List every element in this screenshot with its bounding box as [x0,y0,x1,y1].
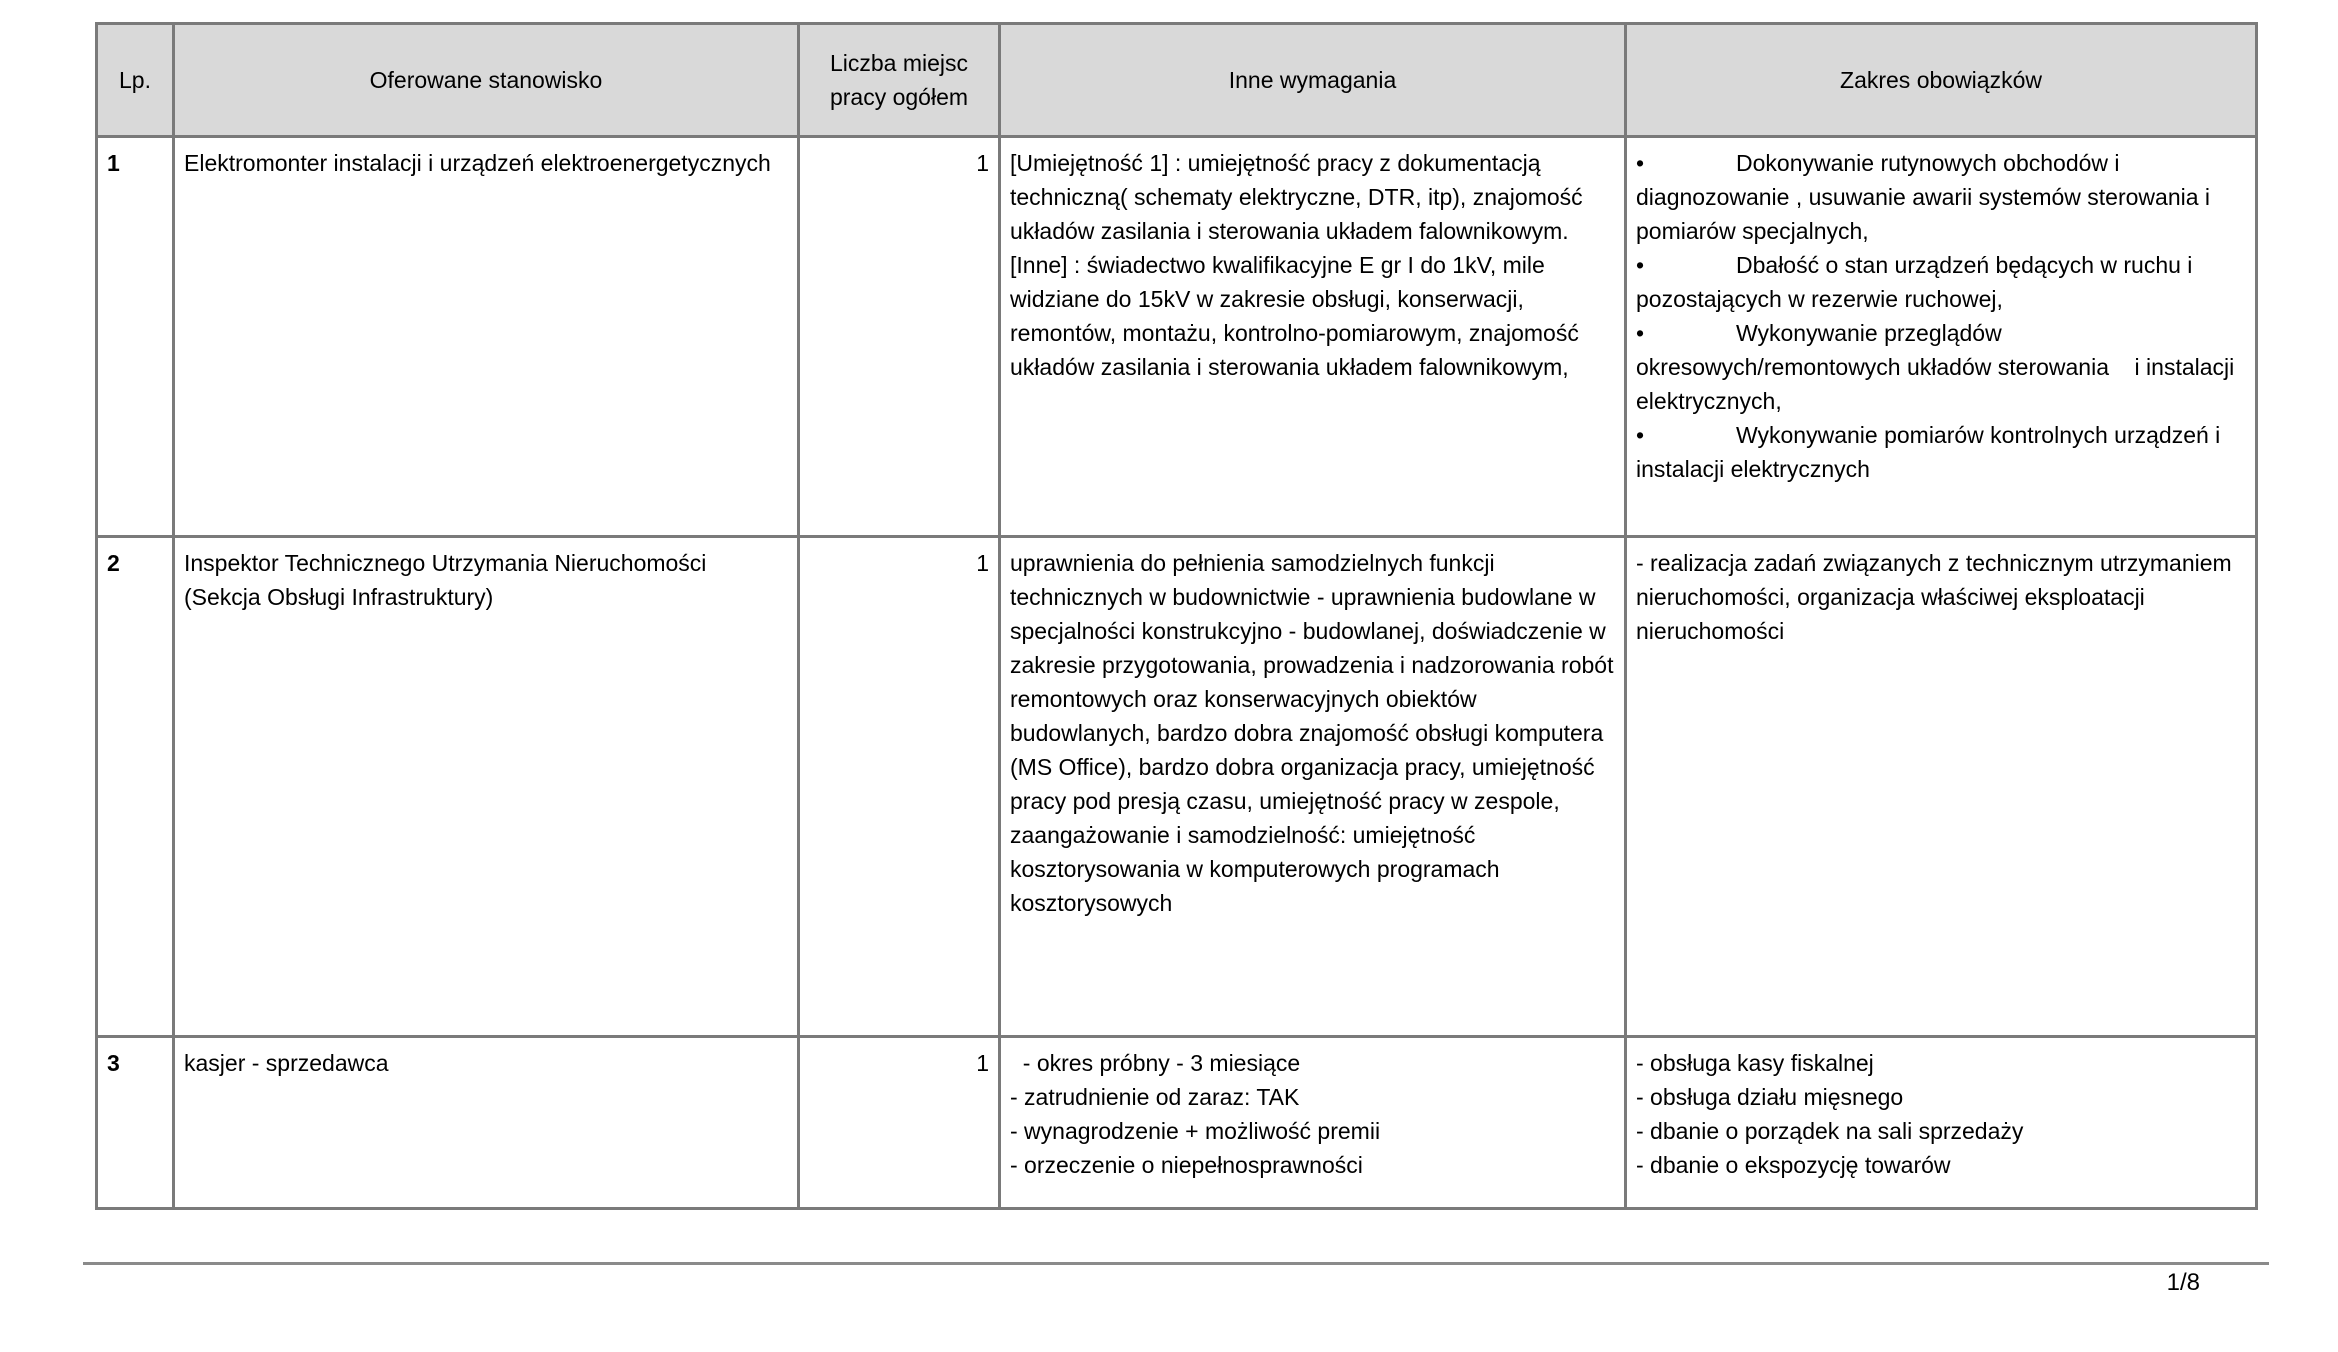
requirement-line: - wynagrodzenie + możliwość premii [1010,1118,1381,1144]
row-count: 1 [799,137,1000,537]
row-position: kasjer - sprzedawca [174,1037,799,1209]
row-requirements [1000,137,1626,537]
requirement-line: - zatrudnienie od zaraz: TAK [1010,1084,1300,1110]
bullet-icon: • [1636,320,1645,346]
duty-text: Wykonywanie pomiarów kontrolnych urządzeń i instalacji elektrycznych [1636,422,2221,482]
duty-item [1636,146,2246,248]
bullet-icon: • [1636,252,1645,278]
duty-text: - dbanie o ekspozycję towarów [1636,1152,1951,1178]
duty-text: Wykonywanie przeglądów okresowych/remontowych układów sterowania i instalacji elektrycznych, [1636,320,2241,414]
table-row [97,137,2257,537]
row-position: Elektromonter instalacji i urządzeń elektroenergetycznych [174,137,799,537]
table-header-row [97,24,2257,137]
duty-item [1636,316,2246,418]
requirement-line: [Umiejętność 1] : umiejętność pracy z dokumentacją techniczną( schematy elektryczne, DTR, itp), znajomość układów zasilania i sterowania układem falownikowym. [1010,150,1590,244]
job-offers-table [95,22,2258,1210]
requirement-line: [Inne] : świadectwo kwalifikacyjne E gr I do 1kV, mile widziane do 15kV w zakresie obsługi, konserwacji, remontów, montażu, kontrolno-pomiarowym, znajomość układów zasilania i sterowania układem falownikowym, [1010,252,1586,380]
bullet-icon: • [1636,150,1645,176]
duty-item [1636,248,2246,316]
bullet-icon: • [1636,422,1645,448]
header-requirements: Inne wymagania [1000,24,1626,137]
duty-text: - realizacja zadań związanych z technicznym utrzymaniem nieruchomości, organizacja właściwej eksploatacji nieruchomości [1636,550,2239,644]
row-count: 1 [799,1037,1000,1209]
requirement-line: - okres próbny - 3 miesiące [1010,1050,1301,1076]
row-lp: 2 [97,537,174,1037]
row-lp: 1 [97,137,174,537]
duty-text: - dbanie o porządek na sali sprzedaży [1636,1118,2024,1144]
duty-text: - obsługa kasy fiskalnej [1636,1050,1874,1076]
row-position: Inspektor Technicznego Utrzymania Nieruchomości (Sekcja Obsługi Infrastruktury) [174,537,799,1037]
page-number: 1/8 [2166,1269,2200,1296]
requirement-line: uprawnienia do pełnienia samodzielnych funkcji technicznych w budownictwie - uprawnienia budowlane w specjalności konstrukcyjno - budowlanej, doświadczenie w zakresie przygotowania, prowadzenia i nadzorowania robót remontowych oraz konserwacyjnych obiektów budowlanych, bardzo dobra znajomość obsługi komputera (MS Office), bardzo dobra organizacja pracy, umiejętność pracy pod presją czasu, umiejętność pracy w zespole, zaangażowanie i samodzielność: umiejętność kosztorysowania w komputerowych programach kosztorysowych [1010,550,1620,916]
requirement-line: - orzeczenie o niepełnosprawności [1010,1152,1363,1178]
header-position: Oferowane stanowisko [174,24,799,137]
duty-text: Dbałość o stan urządzeń będących w ruchu i pozostających w rezerwie ruchowej, [1636,252,2193,312]
row-lp: 3 [97,1037,174,1209]
row-duties [1626,1037,2257,1209]
header-count: Liczba miejsc pracy ogółem [799,24,1000,137]
row-duties [1626,137,2257,537]
table-row [97,537,2257,1037]
row-count: 1 [799,537,1000,1037]
duty-text: Dokonywanie rutynowych obchodów i diagnozowanie , usuwanie awarii systemów sterowania i pomiarów specjalnych, [1636,150,2211,244]
header-lp: Lp. [97,24,174,137]
row-duties [1626,537,2257,1037]
footer-divider [83,1262,2269,1265]
row-requirements [1000,1037,1626,1209]
duty-item [1636,418,2246,486]
row-requirements [1000,537,1626,1037]
table-row [97,1037,2257,1209]
header-duties: Zakres obowiązków [1626,24,2257,137]
duty-text: - obsługa działu mięsnego [1636,1084,1904,1110]
